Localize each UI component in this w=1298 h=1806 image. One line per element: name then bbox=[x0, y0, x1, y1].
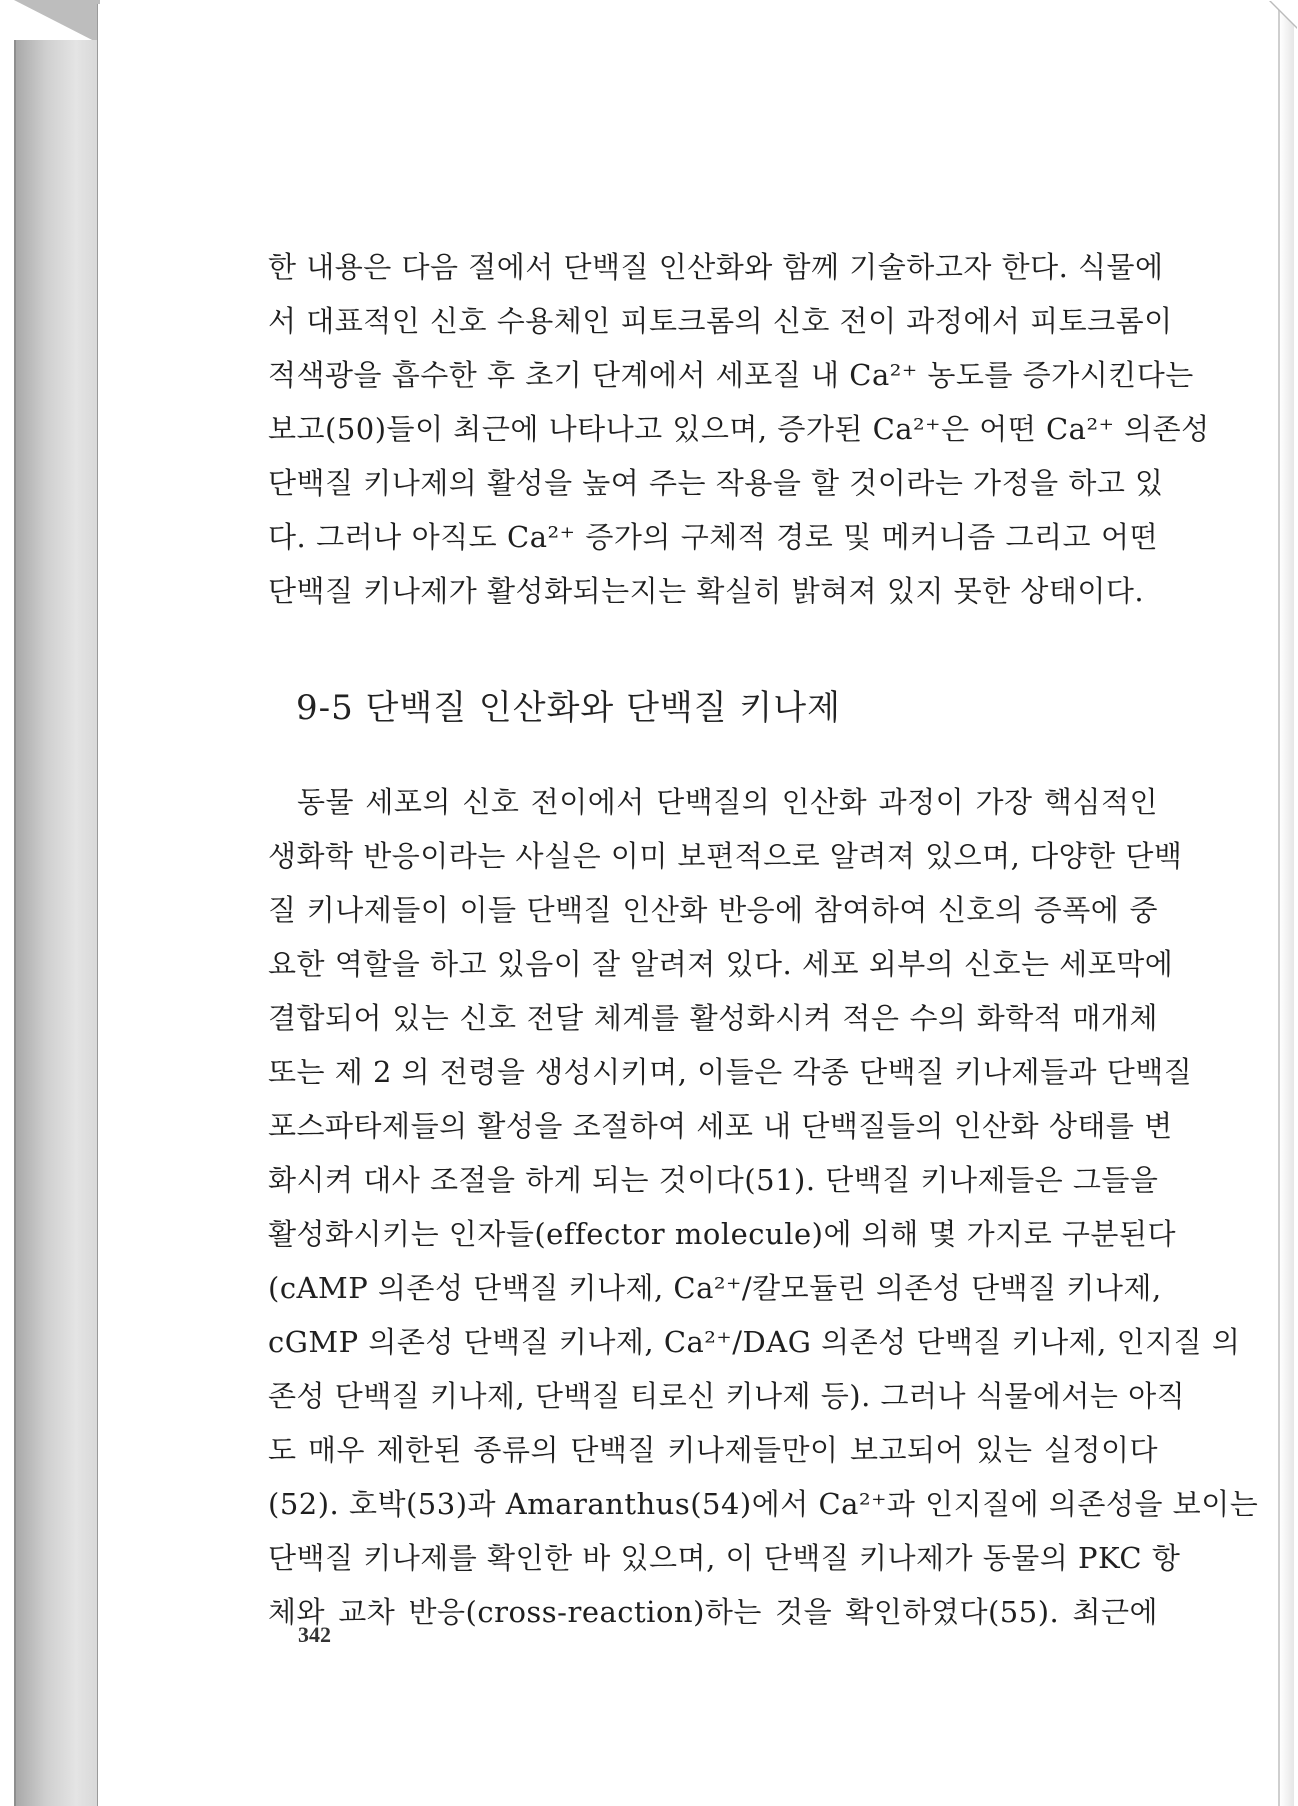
text-line: cGMP 의존성 단백질 키나제, Ca²⁺/DAG 의존성 단백질 키나제, 인지질 의 bbox=[268, 1325, 1241, 1359]
text-line: 도 매우 제한된 종류의 단백질 키나제들만이 보고되어 있는 실정이다 bbox=[268, 1433, 1158, 1467]
text-line: 단백질 키나제가 활성화되는지는 확실히 밝혀져 있지 못한 상태이다. bbox=[268, 574, 1145, 608]
book-spine-top bbox=[14, 0, 100, 44]
text-line: (cAMP 의존성 단백질 키나제, Ca²⁺/칼모듈린 의존성 단백질 키나제, bbox=[268, 1271, 1162, 1305]
page-number: 342 bbox=[298, 1622, 331, 1647]
text-line: 생화학 반응이라는 사실은 이미 보편적으로 알려져 있으며, 다양한 단백 bbox=[268, 839, 1183, 873]
section-heading: 9-5 단백질 인산화와 단백질 키나제 bbox=[296, 688, 841, 728]
text-line: 결합되어 있는 신호 전달 체계를 활성화시켜 적은 수의 화학적 매개체 bbox=[268, 1001, 1158, 1035]
paragraph-section-body bbox=[268, 775, 1259, 1639]
text-line: 동물 세포의 신호 전이에서 단백질의 인산화 과정이 가장 핵심적인 bbox=[297, 785, 1158, 819]
text-line: 다. 그러나 아직도 Ca²⁺ 증가의 구체적 경로 및 메커니즘 그리고 어떤 bbox=[268, 520, 1158, 554]
text-line: 단백질 키나제의 활성을 높여 주는 작용을 할 것이라는 가정을 하고 있 bbox=[268, 466, 1164, 500]
text-line: 또는 제 2 의 전령을 생성시키며, 이들은 각종 단백질 키나제들과 단백질 bbox=[268, 1055, 1193, 1089]
text-line: 체와 교차 반응(cross-reaction)하는 것을 확인하였다(55). 최근에 bbox=[268, 1595, 1158, 1629]
paragraph-continued bbox=[268, 240, 1210, 618]
text-line: 화시켜 대사 조절을 하게 되는 것이다(51). 단백질 키나제들은 그들을 bbox=[268, 1163, 1159, 1197]
book-spine bbox=[14, 40, 102, 1806]
text-line: 존성 단백질 키나제, 단백질 티로신 키나제 등). 그러나 식물에서는 아직 bbox=[268, 1379, 1186, 1413]
text-line: 활성화시키는 인자들(effector molecule)에 의해 몇 가지로 구분된다 bbox=[268, 1217, 1176, 1251]
text-line: 한 내용은 다음 절에서 단백질 인산화와 함께 기술하고자 한다. 식물에 bbox=[268, 250, 1164, 284]
text-line: (52). 호박(53)과 Amaranthus(54)에서 Ca²⁺과 인지질에 의존성을 보이는 bbox=[268, 1487, 1259, 1521]
text-line: 서 대표적인 신호 수용체인 피토크롬의 신호 전이 과정에서 피토크롬이 bbox=[268, 304, 1173, 338]
text-line: 적색광을 흡수한 후 초기 단계에서 세포질 내 Ca²⁺ 농도를 증가시킨다는 bbox=[268, 358, 1194, 392]
page-corner-curl bbox=[1270, 0, 1298, 28]
text-line: 보고(50)들이 최근에 나타나고 있으며, 증가된 Ca²⁺은 어떤 Ca²⁺ 의존성 bbox=[268, 412, 1210, 446]
text-line: 요한 역할을 하고 있음이 잘 알려져 있다. 세포 외부의 신호는 세포막에 bbox=[268, 947, 1174, 981]
text-line: 질 키나제들이 이들 단백질 인산화 반응에 참여하여 신호의 증폭에 중 bbox=[268, 893, 1158, 927]
page-edge bbox=[1280, 0, 1294, 1806]
text-line: 포스파타제들의 활성을 조절하여 세포 내 단백질들의 인산화 상태를 변 bbox=[268, 1109, 1173, 1143]
text-line: 단백질 키나제를 확인한 바 있으며, 이 단백질 키나제가 동물의 PKC 항 bbox=[268, 1541, 1181, 1575]
